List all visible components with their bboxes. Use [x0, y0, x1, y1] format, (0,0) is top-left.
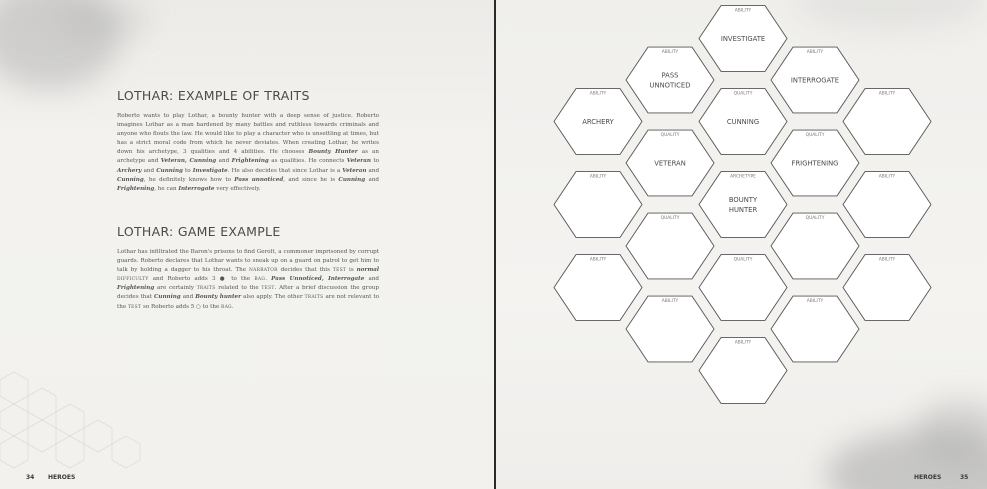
hex-cell	[626, 213, 714, 279]
game-example-paragraph	[117, 248, 379, 312]
trait-hex-ability	[699, 6, 787, 72]
trait-hex-archetype	[699, 172, 787, 238]
emphasized-term: Bounty hunter	[195, 294, 242, 301]
trait-hex-ability	[554, 255, 642, 321]
hex-type-tag: QUALITY	[660, 133, 680, 138]
trait-hex-ability	[554, 172, 642, 238]
text-run: Roberto wants to play Lothar, a bounty hunter with a deep sense of justice. Roberto imagines Lothar as a man hardened by many battles and ruthless towards criminals and anyone who flouts the law. He would like to play a character who is unsettling at times, but has a strict moral code from which he never deviates. When creating Lothar, he writes down his archetype, 3 qualities and 4 abilities. He chooses	[117, 113, 379, 156]
game-term: TRAITS	[304, 295, 324, 301]
trait-hex-quality	[771, 130, 859, 196]
emphasized-term: Veteran	[346, 158, 371, 165]
text-run: and	[366, 167, 380, 174]
hex-cell	[699, 172, 787, 238]
hex-type-tag: ABILITY	[734, 8, 752, 14]
emphasized-term: Frightening	[117, 285, 155, 292]
game-term: TRAITS	[196, 286, 216, 292]
right-page	[496, 0, 987, 489]
hex-trait-label: INVESTIGATE	[720, 35, 766, 43]
text-run: and Roberto adds 3 ● to the	[148, 276, 255, 283]
text-run: and	[141, 167, 157, 174]
trait-hex-ability	[843, 89, 931, 155]
text-run: and	[216, 158, 232, 165]
section-heading-game-example: LOTHAR: GAME EXAMPLE	[117, 224, 281, 239]
text-run: and	[364, 276, 380, 283]
example-of-traits-paragraph	[117, 112, 379, 194]
trait-hex-ability	[699, 338, 787, 404]
hex-trait-label: BOUNTY	[728, 196, 758, 204]
hex-cell	[626, 47, 714, 113]
text-run: related to the	[215, 285, 262, 292]
emphasized-term: Cunning	[156, 167, 183, 174]
page-number: 35	[960, 474, 969, 481]
text-run: and	[180, 294, 196, 301]
hex-type-tag: ABILITY	[589, 257, 607, 263]
trait-hex-quality	[699, 255, 787, 321]
hex-type-tag: ABILITY	[878, 257, 896, 263]
text-run: , and since he is	[283, 176, 339, 183]
trait-hex-ability	[554, 89, 642, 155]
text-run: , he can	[154, 185, 179, 192]
text-run: and	[365, 176, 380, 183]
emphasized-term: Veteran	[342, 167, 367, 174]
game-term: TEST	[332, 268, 347, 274]
text-run: as an archetype and	[117, 149, 379, 165]
hex-trait-label: HUNTER	[728, 206, 758, 214]
text-run: to	[182, 167, 193, 174]
hex-type-tag: QUALITY	[805, 216, 825, 221]
game-term: BAG	[221, 304, 232, 310]
text-run: . He also decides that since Lothar is a	[227, 167, 343, 174]
emphasized-term: Bounty Hunter	[308, 149, 358, 156]
hex-type-tag: ABILITY	[589, 174, 607, 180]
game-term: TEST	[261, 286, 275, 292]
text-run: so Roberto adds 5 ○ to the	[141, 303, 222, 310]
hex-cell	[699, 338, 787, 404]
hex-trait-label: PASS	[661, 71, 679, 80]
hex-type-tag: QUALITY	[660, 216, 680, 221]
trait-hex-ability	[771, 47, 859, 113]
hex-trait-label: FRIGHTENING	[791, 159, 839, 168]
hex-cell	[843, 172, 931, 238]
emphasized-term: Cunning	[117, 176, 144, 183]
hex-type-tag: QUALITY	[733, 257, 753, 263]
emphasized-term: Archery	[117, 167, 142, 174]
game-term: BAG	[254, 277, 266, 283]
emphasized-term: Cunning	[153, 294, 181, 301]
hex-cell	[843, 89, 931, 155]
trait-hex-ability	[626, 47, 714, 113]
hex-type-tag: ABILITY	[661, 50, 679, 55]
hex-type-tag: ABILITY	[661, 299, 679, 304]
hex-cell	[626, 296, 714, 362]
text-run: also apply. The other	[241, 294, 305, 301]
text-run: very effectively.	[214, 185, 261, 192]
page-number: 34	[26, 474, 35, 481]
text-run: .	[265, 276, 272, 283]
hex-cell	[843, 255, 931, 321]
hex-type-tag: ARCHETYPE	[730, 174, 756, 180]
trait-hex-quality	[771, 213, 859, 279]
text-run: to	[370, 158, 379, 165]
text-run: as qualities. He connects	[268, 158, 347, 165]
hex-cell	[554, 172, 642, 238]
game-term: NARRATOR	[248, 268, 278, 274]
trait-hex-quality	[626, 130, 714, 196]
text-run: .	[231, 303, 234, 310]
hex-cell	[771, 296, 859, 362]
game-term: TEST	[127, 304, 142, 310]
trait-hex-quality	[626, 213, 714, 279]
hex-type-tag: ABILITY	[878, 91, 896, 97]
emphasized-term: Pass unnoticed	[234, 176, 284, 183]
emphasized-term: Cunning	[338, 176, 366, 183]
hex-type-tag: ABILITY	[878, 174, 896, 180]
hex-trait-label: UNNOTICED	[649, 81, 691, 90]
text-run: are certainly	[154, 285, 197, 292]
trait-hex-ability	[843, 172, 931, 238]
text-run: decides that this	[277, 267, 333, 274]
emphasized-term: Frightening	[117, 185, 155, 192]
emphasized-term: Pass Unnoticed, Interrogate	[271, 276, 365, 283]
trait-hex-ability	[626, 296, 714, 362]
trait-hex-ability	[843, 255, 931, 321]
hex-type-tag: ABILITY	[806, 50, 824, 55]
game-term: DIFFICULTY	[117, 277, 149, 283]
hex-cell	[699, 255, 787, 321]
text-run: are not relevant to the	[117, 294, 379, 310]
hex-cell	[554, 255, 642, 321]
hex-trait-label: INTERROGATE	[790, 76, 840, 85]
text-run: is	[346, 267, 357, 274]
text-run: , he definitely knows how to	[143, 176, 235, 183]
hex-trait-label: CUNNING	[726, 118, 760, 126]
hex-type-tag: ABILITY	[806, 299, 824, 304]
trait-hex-ability	[771, 296, 859, 362]
footer-section-label: HEROES	[914, 474, 942, 481]
emphasized-term: Investigate	[192, 167, 228, 174]
emphasized-term: normal	[356, 267, 379, 274]
emphasized-term: Frightening	[231, 158, 269, 165]
text-run: Lothar has infiltrated the Baron's prisons to find Gerolt, a commoner imprisoned by corrupt guards. Roberto declares that Lothar wants to sneak up on a guard on patrol to get him to talk by holding a dagger to his throat. The	[117, 249, 379, 274]
traits-hex-diagram	[496, 0, 987, 489]
hex-trait-label: VETERAN	[654, 159, 686, 168]
hex-type-tag: ABILITY	[589, 91, 607, 97]
footer-section-label: HEROES	[48, 474, 76, 481]
hex-cell	[771, 213, 859, 279]
hex-trait-label: ARCHERY	[582, 118, 614, 126]
emphasized-term: Veteran, Cunning	[160, 158, 217, 165]
trait-hex-quality	[699, 89, 787, 155]
emphasized-term: Interrogate	[178, 185, 215, 192]
hex-type-tag: QUALITY	[805, 133, 825, 138]
hex-type-tag: ABILITY	[734, 340, 752, 346]
hex-type-tag: QUALITY	[733, 91, 753, 97]
section-heading-example-of-traits: LOTHAR: EXAMPLE OF TRAITS	[117, 88, 310, 103]
text-run: . After a brief discussion the group decides that	[117, 285, 379, 301]
